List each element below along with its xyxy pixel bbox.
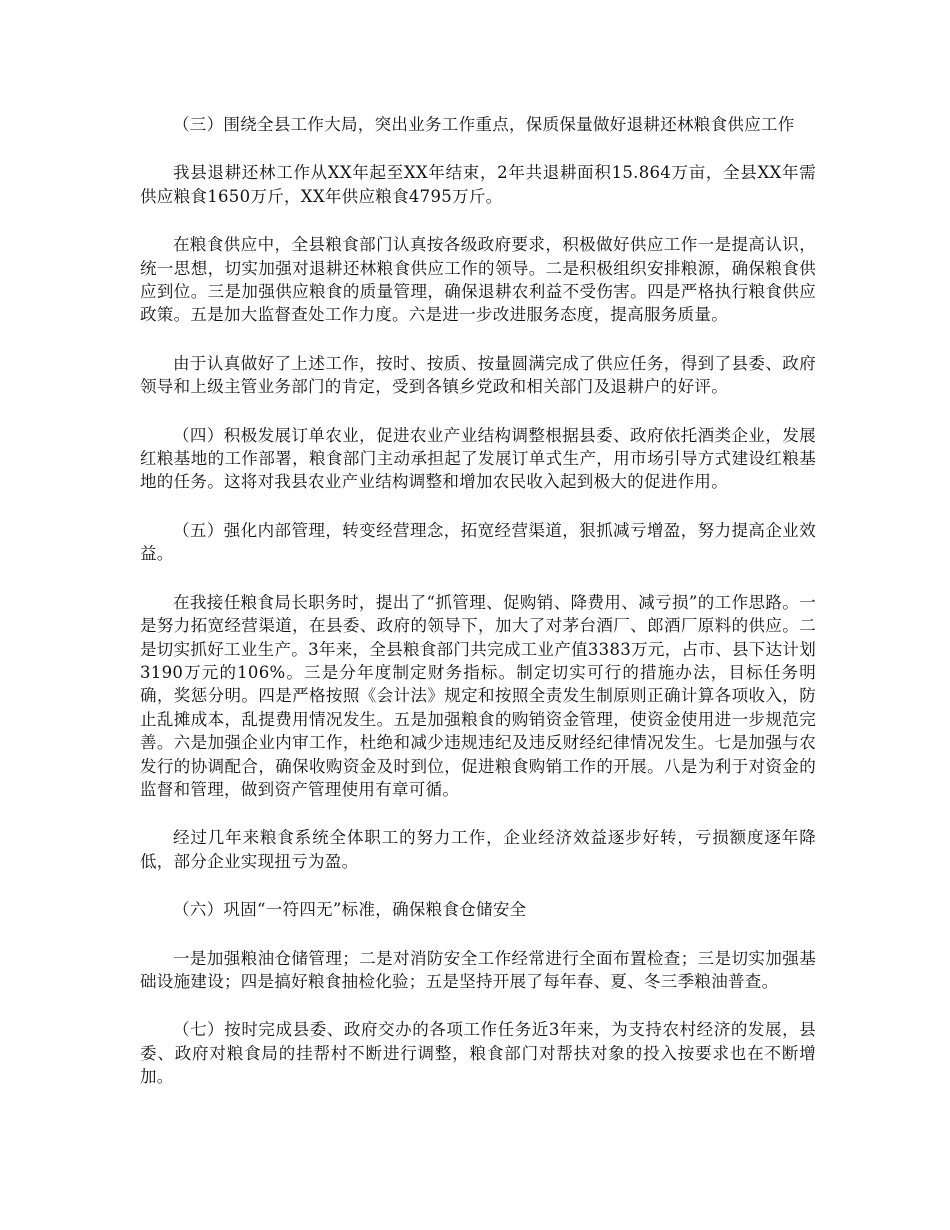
section-heading-3: （三）围绕全县工作大局，突出业务工作重点，保质保量做好退耕还林粮食供应工作 — [173, 115, 795, 134]
body-paragraph: 一是加强粮油仓储管理；二是对消防安全工作经常进行全面布置检查；三是切实加强基础设施建设；四是搞好粮食抽检化验；五是坚持开展了每年春、夏、冬三季粮油普查。 — [140, 948, 816, 991]
body-paragraph: 在我接任粮食局长职务时，提出了“抓管理、促购销、降费用、减亏损”的工作思路。一是努力拓宽经营渠道，在县委、政府的领导下，加大了对茅台酒厂、郎酒厂原料的供应。二是切实抓好工业生产。3年来，全县粮食部门共完成工业产值3383万元，占市、县下达计划3190万元的106%。三是分年度制定财务指标。制定切实可行的措施办法，目标任务明确，奖惩分明。四是严格按照《会计法》规定和按照全责发生制原则正确计算各项收入，防止乱摊成本，乱提费用情况发生。五是加强粮食的购销资金管理，使资金使用进一步规范完善。六是加强企业内审工作，杜绝和减少违规违纪及违反财经纪律情况发生。七是加强与农发行的协调配合，确保收购资金及时到位，促进粮食购销工作的开展。八是为利于对资金的监督和管理，做到资产管理使用有章可循。 — [140, 592, 816, 799]
section-heading-5: （五）强化内部管理，转变经营理念，拓宽经营渠道，狠抓减亏增盈，努力提高企业效益。 — [140, 520, 816, 564]
document-body — [140, 113, 816, 1114]
section-heading-7: （七）按时完成县委、政府交办的各项工作任务近3年来，为支持农村经济的发展，县委、政府对粮食局的挂帮村不断进行调整，粮食部门对帮扶对象的投入按要求也在不断增加。 — [140, 1020, 816, 1087]
body-paragraph: 我县退耕还林工作从XX年起至XX年结束，2年共退耕面积15.864万亩，全县XX年需供应粮食1650万斤，XX年供应粮食4795万斤。 — [140, 163, 816, 206]
body-paragraph: 由于认真做好了上述工作，按时、按质、按量圆满完成了供应任务，得到了县委、政府领导和上级主管业务部门的肯定，受到各镇乡党政和相关部门及退耕户的好评。 — [140, 353, 816, 397]
body-paragraph: 经过几年来粮食系统全体职工的努力工作，企业经济效益逐步好转，亏损额度逐年降低，部分企业实现扭亏为盈。 — [140, 828, 816, 871]
body-paragraph: 在粮食供应中，全县粮食部门认真按各级政府要求，积极做好供应工作一是提高认识，统一思想，切实加强对退耕还林粮食供应工作的领导。二是积极组织安排粮源，确保粮食供应到位。三是加强供应粮食的质量管理，确保退耕农利益不受伤害。四是严格执行粮食供应政策。五是加大监督查处工作力度。六是进一步改进服务态度，提高服务质量。 — [140, 235, 816, 325]
section-heading-4: （四）积极发展订单农业，促进农业产业结构调整根据县委、政府依托酒类企业，发展红粮基地的工作部署，粮食部门主动承担起了发展订单式生产，用市场引导方式建设红粮基地的任务。这将对我县农业产业结构调整和增加农民收入起到极大的促进作用。 — [140, 425, 816, 492]
section-heading-6: （六）巩固“一符四无”标准，确保粮食仓储安全 — [173, 900, 527, 920]
